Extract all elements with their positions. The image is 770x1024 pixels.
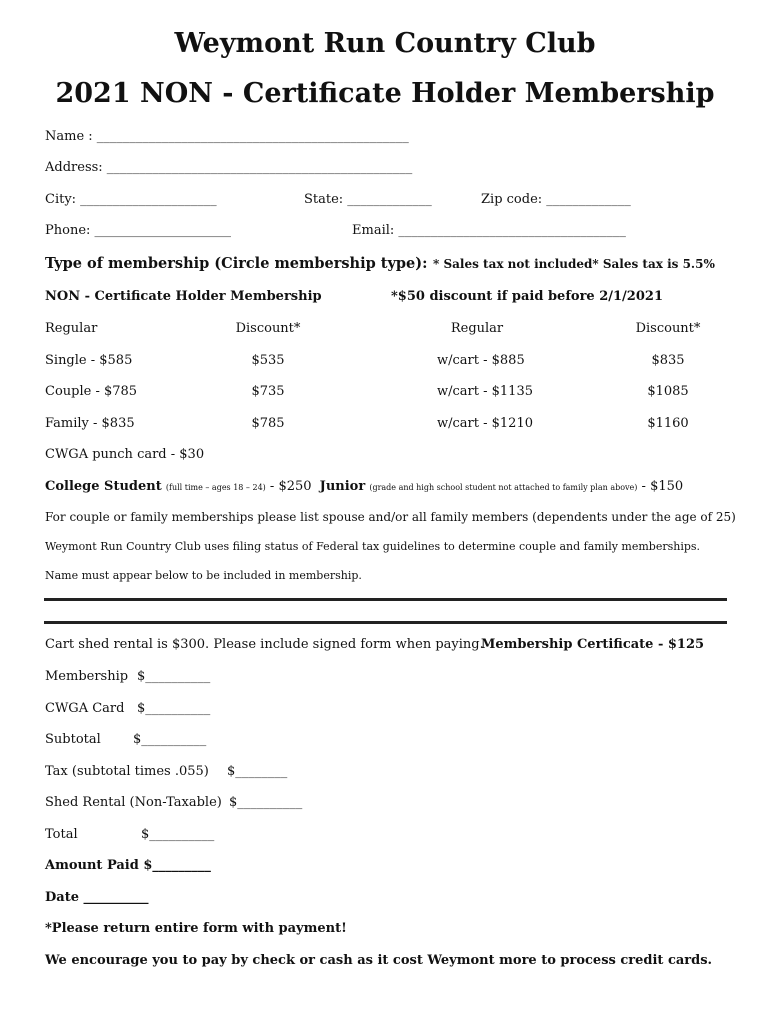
col-header-discount: Discount*	[235, 321, 301, 336]
phone-field[interactable]: Phone: _____________________	[45, 223, 232, 238]
junior-price: - $150	[637, 479, 684, 494]
col-header-regular: Regular	[45, 321, 98, 336]
membership-amount-field[interactable]: $__________	[137, 669, 211, 684]
price-single-discount[interactable]: $535	[251, 353, 285, 368]
sales-tax-note: * Sales tax not included* Sales tax is 5.5%	[433, 257, 715, 271]
junior-note: (grade and high school student not attached to family plan above)	[369, 483, 638, 492]
price-couple[interactable]: Couple - $785	[45, 384, 138, 399]
payment-method-note: We encourage you to pay by check or cash as it cost Weymont more to process credit cards.	[45, 953, 713, 968]
membership-label: Membership	[45, 669, 129, 684]
name-field[interactable]: Name : ________________________________________________	[45, 129, 409, 144]
member-names-entry[interactable]	[44, 602, 727, 620]
cwga-punch-card[interactable]: CWGA punch card - $30	[45, 447, 205, 462]
city-field[interactable]: City: _____________________	[45, 192, 217, 207]
form-subtitle: 2021 NON - Certificate Holder Membership	[55, 78, 715, 109]
price-family-cart-discount[interactable]: $1160	[647, 416, 689, 431]
col-header-cart-regular: Regular	[450, 321, 504, 336]
shed-rental-amount-field[interactable]: $__________	[229, 795, 303, 810]
shed-rental-label: Shed Rental (Non-Taxable)	[45, 795, 222, 810]
college-note: (full time – ages 18 – 24)	[165, 483, 266, 492]
price-family-cart[interactable]: w/cart - $1210	[437, 416, 533, 431]
membership-category: NON - Certificate Holder Membership	[45, 289, 322, 304]
tax-amount-field[interactable]: $________	[227, 764, 288, 779]
family-members-note: For couple or family memberships please list spouse and/or all family members (dependents under the age of 25)	[45, 510, 736, 524]
amount-paid-field[interactable]: Amount Paid $_________	[45, 858, 211, 873]
subtotal-label: Subtotal	[45, 732, 101, 747]
discount-note: *$50 discount if paid before 2/1/2021	[391, 289, 663, 304]
name-requirement-note: Name must appear below to be included in membership.	[45, 569, 362, 582]
divider-bottom	[44, 621, 727, 624]
price-couple-cart-discount[interactable]: $1085	[647, 384, 689, 399]
state-field[interactable]: State: _____________	[304, 192, 432, 207]
email-field[interactable]: Email: ___________________________________	[352, 223, 626, 238]
total-label: Total	[45, 827, 78, 842]
price-family-discount[interactable]: $785	[251, 416, 285, 431]
price-single-cart-discount[interactable]: $835	[651, 353, 685, 368]
price-single-cart[interactable]: w/cart - $885	[437, 353, 525, 368]
college-price: - $250	[265, 479, 312, 494]
col-header-cart-discount: Discount*	[635, 321, 701, 336]
college-junior-line[interactable]	[45, 479, 683, 494]
membership-type-heading: Type of membership (Circle membership type):	[45, 255, 428, 272]
divider-top	[44, 598, 727, 601]
college-label: College Student	[45, 479, 162, 494]
membership-certificate: Membership Certificate - $125	[481, 637, 705, 652]
filing-status-note: Weymont Run Country Club uses filing status of Federal tax guidelines to determine couple and family memberships.	[45, 540, 701, 553]
date-field[interactable]: Date __________	[45, 890, 149, 905]
junior-label: Junior	[319, 479, 366, 494]
cart-shed-note: Cart shed rental is $300. Please include signed form when paying.	[45, 637, 484, 652]
zip-field[interactable]: Zip code: _____________	[481, 192, 631, 207]
form-title: Weymont Run Country Club	[174, 28, 596, 59]
return-form-note: *Please return entire form with payment!	[45, 921, 347, 936]
subtotal-amount-field[interactable]: $__________	[133, 732, 207, 747]
tax-label: Tax (subtotal times .055)	[45, 764, 209, 779]
price-couple-discount[interactable]: $735	[251, 384, 285, 399]
price-couple-cart[interactable]: w/cart - $1135	[437, 384, 533, 399]
cwga-card-label: CWGA Card	[45, 701, 125, 716]
price-family[interactable]: Family - $835	[45, 416, 135, 431]
price-single[interactable]: Single - $585	[45, 353, 133, 368]
cwga-card-amount-field[interactable]: $__________	[137, 701, 211, 716]
total-amount-field[interactable]: $__________	[141, 827, 215, 842]
address-field[interactable]: Address: _______________________________________________	[45, 160, 413, 175]
